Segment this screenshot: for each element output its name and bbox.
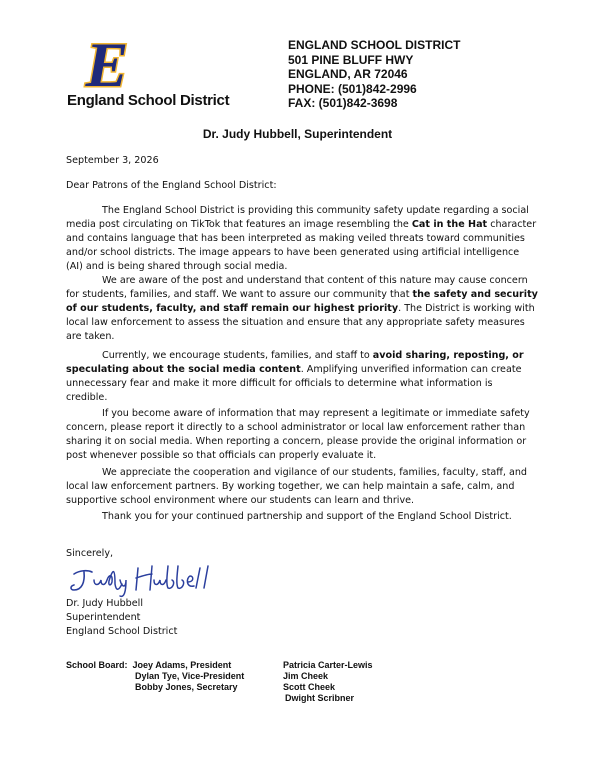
paragraph-line: and contains language that has been interpreted as making veiled threats toward communities: [66, 233, 525, 244]
address-block: [288, 38, 460, 111]
paragraph-line: The England School District is providing this community safety update regarding a social: [102, 205, 529, 216]
paragraph-line: concern, please report it directly to a school administrator or local law enforcement rather than: [66, 422, 526, 433]
paragraph-6: [66, 510, 512, 524]
paragraph-line: (AI) and is being shared through social media.: [66, 261, 288, 272]
paragraph-line: credible.: [66, 392, 108, 403]
signer-name: Dr. Judy Hubbell: [66, 598, 143, 609]
signer-title: Superintendent: [66, 612, 141, 623]
address-line: ENGLAND SCHOOL DISTRICT: [288, 38, 461, 52]
logo-letter: E: [85, 34, 129, 94]
address-line: 501 PINE BLUFF HWY: [288, 52, 414, 67]
school-board-col2: [283, 660, 373, 704]
paragraph-line: sharing it on social media. When reporting a concern, please provide the original information or: [66, 436, 527, 447]
board-member: Dwight Scribner: [285, 693, 355, 703]
paragraph-line: local law enforcement partners. By working together, we can help maintain a safe, calm, and: [66, 481, 515, 492]
superintendent-title: Dr. Judy Hubbell, Superintendent: [202, 127, 393, 141]
board-member: Patricia Carter-Lewis: [283, 660, 373, 670]
school-board-col1: [66, 660, 244, 693]
salutation: Dear Patrons of the England School District:: [66, 180, 277, 191]
paragraph-1: [66, 204, 536, 274]
paragraph-line: We are aware of the post and understand that content of this nature may cause concern: [102, 275, 528, 286]
paragraph-line: are taken.: [66, 331, 115, 342]
signer-org: England School District: [66, 626, 178, 637]
paragraph-line: Thank you for your continued partnership and support of the England School District.: [102, 511, 512, 522]
handwritten-signature: [66, 560, 216, 600]
paragraph-line: and/or school districts. The image appears to have been generated using artificial intelligence: [66, 247, 520, 258]
address-line: ENGLAND, AR 72046: [288, 67, 408, 81]
paragraph-2: [66, 274, 538, 344]
paragraph-line: post whenever possible so that officials can properly evaluate it.: [66, 450, 377, 461]
closing: Sincerely,: [66, 548, 114, 559]
paragraph-3: [66, 349, 524, 405]
phone-line: PHONE: (501)842-2996: [288, 81, 417, 96]
district-name: England School District: [67, 92, 230, 109]
board-member: Dylan Tye, Vice-President: [135, 671, 245, 681]
district-logo: [62, 34, 152, 94]
paragraph-line: local law enforcement to assess the situation and ensure that any appropriate safety measures: [66, 317, 525, 328]
letter-date: September 3, 2026: [66, 155, 159, 166]
school-board-label: School Board:: [66, 660, 128, 670]
paragraph-4: [66, 407, 530, 463]
board-member: Jim Cheek: [283, 671, 329, 681]
board-member: Bobby Jones, Secretary: [135, 682, 238, 692]
paragraph-line: for students, families, and staff. We want to assure our community that the safety and security: [66, 289, 538, 300]
fax-line: FAX: (501)842-3698: [288, 96, 398, 110]
paragraph-line: If you become aware of information that may represent a legitimate or immediate safety: [102, 408, 530, 419]
paragraph-line: unnecessary fear and make it more difficult for officials to determine what information is: [66, 378, 493, 389]
paragraph-line: Currently, we encourage students, families, and staff to avoid sharing, reposting, or: [102, 350, 524, 361]
board-member: Scott Cheek: [283, 682, 336, 692]
paragraph-line: media post circulating on TikTok that features an image resembling the Cat in the Hat character: [66, 219, 537, 230]
paragraph-5: [66, 466, 527, 508]
paragraph-line: speculating about the social media content. Amplifying unverified information can create: [66, 364, 522, 375]
paragraph-line: supportive school environment where our students can learn and thrive.: [66, 495, 415, 506]
paragraph-line: of our students, faculty, and staff remain our highest priority. The District is working with: [66, 303, 535, 314]
signer-block: [66, 597, 177, 639]
paragraph-line: We appreciate the cooperation and vigilance of our students, families, faculty, staff, and: [102, 467, 528, 478]
board-member: Joey Adams, President: [132, 660, 232, 670]
